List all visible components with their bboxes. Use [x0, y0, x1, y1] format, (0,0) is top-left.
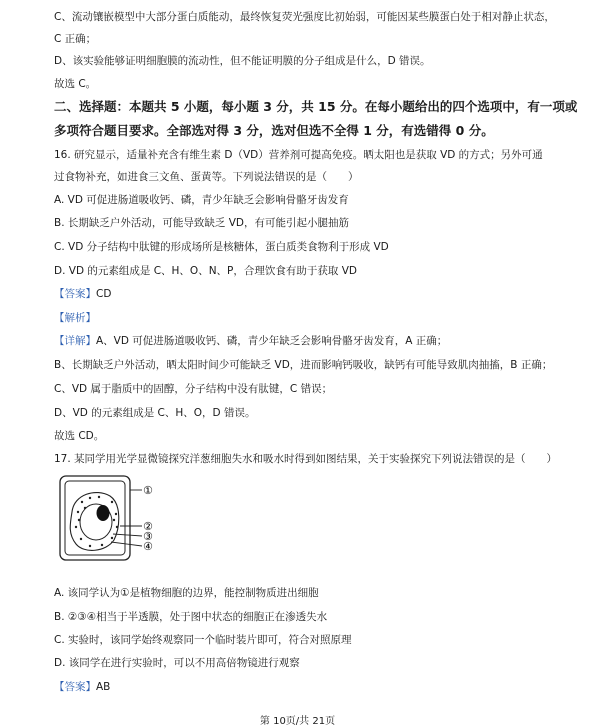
text-line: C、流动镶嵌模型中大部分蛋白质能动，最终恢复荧光强度比初始弱，可能因某些膜蛋白处于相对静止状态，	[54, 11, 555, 23]
option-a: A. VD 可促进肠道吸收钙、磷，青少年缺乏会影响骨骼牙齿发育	[54, 194, 349, 206]
explanation-line: D、VD 的元素组成是 C、H、O，D 错误。	[54, 407, 256, 419]
label-1: ①	[143, 484, 153, 497]
nucleus	[97, 505, 110, 521]
option-d: D. VD 的元素组成是 C、H、O、N、P，合理饮食有助于获取 VD	[54, 265, 357, 277]
cell-diagram	[54, 472, 164, 572]
question-17-stem: 17. 某同学用光学显微镜探究洋葱细胞失水和吸水时得到如图结果，关于实验探究下列说法错误的是（ ）	[54, 453, 558, 465]
text-line: D、该实验能够证明细胞膜的流动性，但不能证明膜的分子组成是什么，D 错误。	[54, 55, 431, 67]
explanation-tag: 【详解】	[54, 335, 96, 347]
question-16-stem: 16. 研究显示，适量补充含有维生素 D（VD）营养剂可提高免疫。晒太阳也是获取 VD 的方式；另外可通	[54, 149, 543, 161]
question-16-stem: 过食物补充，如进食三文鱼、蛋黄等。下列说法错误的是（ ）	[54, 171, 359, 183]
analysis-tag: 【解析】	[54, 312, 96, 324]
option-a: A. 该同学认为①是植物细胞的边界，能控制物质进出细胞	[54, 587, 319, 599]
option-d: D. 该同学在进行实验时，可以不用高倍物镜进行观察	[54, 657, 300, 669]
text-line: 故选 C。	[54, 78, 97, 90]
option-c: C. 实验时，该同学始终观察同一个临时装片即可，符合对照原理	[54, 634, 352, 646]
answer-line	[54, 680, 110, 694]
explanation-line: C、VD 属于脂质中的固醇，分子结构中没有肽键，C 错误；	[54, 383, 333, 395]
explanation-line	[54, 334, 447, 348]
option-c: C. VD 分子结构中肽键的形成场所是核糖体，蛋白质类食物利于形成 VD	[54, 241, 389, 253]
label-2: ②	[143, 520, 153, 533]
label-3: ③	[143, 530, 153, 543]
section-heading: 多项符合题目要求。全部选对得 3 分，选对但选不全得 1 分，有选错得 0 分。	[54, 123, 494, 138]
explanation-line: B、长期缺乏户外活动，晒太阳时间少可能缺乏 VD，进而影响钙吸收，缺钙有可能导致肌肉抽搐，B 正确；	[54, 359, 553, 371]
answer-tag: 【答案】	[54, 288, 96, 300]
label-4: ④	[143, 540, 153, 553]
explanation-text: A、VD 可促进肠道吸收钙、磷，青少年缺乏会影响骨骼牙齿发育，A 正确；	[96, 335, 448, 347]
page-footer: 第 10页/共 21页	[259, 716, 336, 727]
explanation-line: 故选 CD。	[54, 430, 105, 442]
text-line: C 正确；	[54, 33, 97, 45]
answer-line	[54, 287, 111, 301]
answer-value: CD	[96, 288, 112, 300]
cell-wall-outer	[60, 476, 130, 560]
section-heading: 二、选择题：本题共 5 小题，每小题 3 分，共 15 分。在每小题给出的四个选项中，有一项或	[54, 99, 578, 114]
option-b: B. ②③④相当于半透膜，处于图中状态的细胞正在渗透失水	[54, 611, 328, 623]
answer-tag: 【答案】	[54, 681, 96, 693]
answer-value: AB	[96, 681, 111, 693]
option-b: B. 长期缺乏户外活动，可能导致缺乏 VD，有可能引起小腿抽筋	[54, 217, 349, 229]
